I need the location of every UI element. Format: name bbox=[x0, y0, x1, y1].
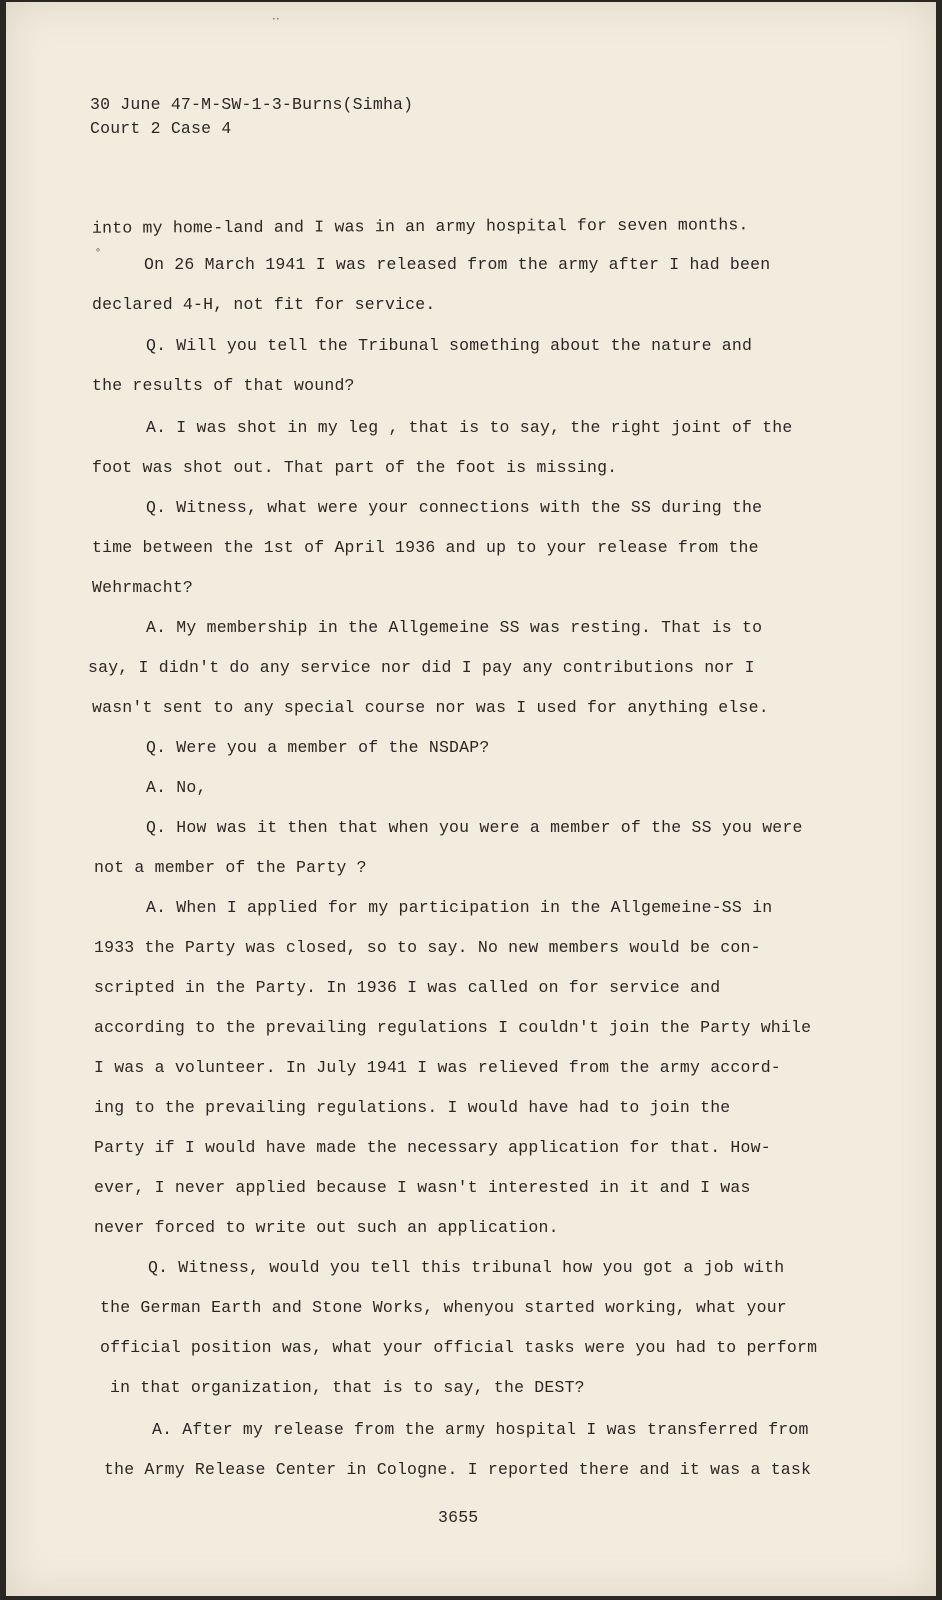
transcript-line: Q. Witness, what were your connections with the SS during the bbox=[146, 498, 763, 517]
transcript-line: I was a volunteer. In July 1941 I was relieved from the army accord- bbox=[94, 1058, 781, 1077]
transcript-line: A. My membership in the Allgemeine SS was resting. That is to bbox=[146, 618, 763, 637]
paper-mark: ˚ bbox=[95, 248, 101, 262]
transcript-line: not a member of the Party ? bbox=[94, 858, 367, 877]
transcript-line: the German Earth and Stone Works, whenyou started working, what your bbox=[100, 1298, 787, 1317]
transcript-line: into my home-land and I was in an army hospital for seven months. bbox=[91, 215, 749, 238]
transcript-line: in that organization, that is to say, the DEST? bbox=[110, 1378, 585, 1397]
transcript-line: according to the prevailing regulations I couldn't join the Party while bbox=[94, 1018, 812, 1037]
paper-speck: ·· bbox=[272, 12, 280, 26]
transcript-line: ever, I never applied because I wasn't interested in it and I was bbox=[94, 1178, 751, 1197]
transcript-line: never forced to write out such an application. bbox=[94, 1218, 559, 1237]
transcript-line: 1933 the Party was closed, so to say. No new members would be con- bbox=[94, 938, 761, 957]
transcript-line: A. No, bbox=[146, 778, 207, 797]
transcript-line: the results of that wound? bbox=[92, 376, 355, 395]
transcript-line: official position was, what your official tasks were you had to perform bbox=[100, 1338, 818, 1357]
transcript-line: foot was shot out. That part of the foot is missing. bbox=[92, 458, 618, 477]
transcript-line: Wehrmacht? bbox=[92, 578, 194, 597]
transcript-line: time between the 1st of April 1936 and up to your release from the bbox=[92, 538, 759, 557]
transcript-line: the Army Release Center in Cologne. I reported there and it was a task bbox=[104, 1460, 812, 1479]
transcript-line: ing to the prevailing regulations. I would have had to join the bbox=[94, 1098, 731, 1117]
transcript-line: scripted in the Party. In 1936 I was called on for service and bbox=[94, 978, 721, 997]
transcript-line: Q. Will you tell the Tribunal something about the nature and bbox=[146, 336, 753, 355]
transcript-line: Q. Were you a member of the NSDAP? bbox=[146, 738, 490, 757]
transcript-line: Party if I would have made the necessary application for that. How- bbox=[94, 1138, 771, 1157]
transcript-line: Q. Witness, would you tell this tribunal how you got a job with bbox=[148, 1258, 785, 1277]
transcript-line: A. When I applied for my participation in the Allgemeine-SS in bbox=[146, 898, 773, 917]
document-header-reference: 30 June 47-M-SW-1-3-Burns(Simha) bbox=[90, 95, 414, 114]
transcript-line: A. After my release from the army hospital I was transferred from bbox=[152, 1420, 809, 1439]
transcript-line: On 26 March 1941 I was released from the army after I had been bbox=[144, 255, 771, 274]
document-page bbox=[6, 2, 936, 1596]
document-header-court: Court 2 Case 4 bbox=[90, 119, 232, 138]
page-number: 3655 bbox=[438, 1508, 479, 1527]
transcript-line: wasn't sent to any special course nor was I used for anything else. bbox=[92, 698, 769, 717]
transcript-line: A. I was shot in my leg , that is to say, the right joint of the bbox=[146, 418, 793, 437]
transcript-line: say, I didn't do any service nor did I pay any contributions nor I bbox=[88, 658, 755, 677]
transcript-line: declared 4-H, not fit for service. bbox=[92, 295, 436, 314]
transcript-line: Q. How was it then that when you were a member of the SS you were bbox=[146, 818, 803, 837]
